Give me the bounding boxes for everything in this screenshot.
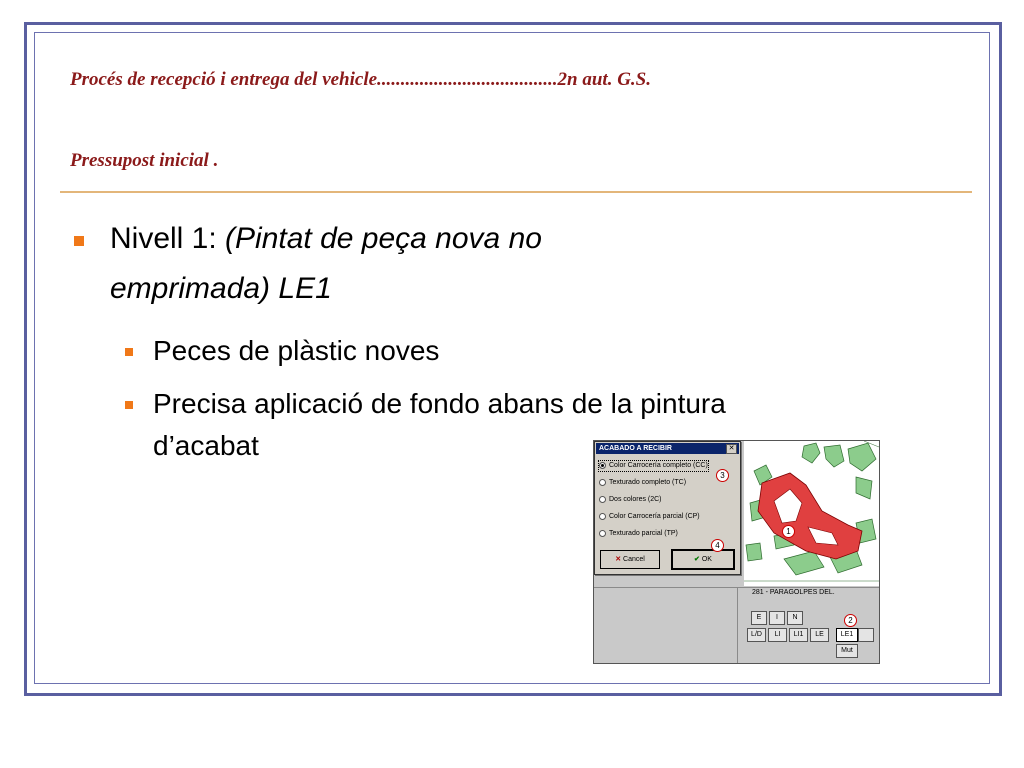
option-label: Color Carrocería completo (CC)	[609, 462, 708, 469]
option-label: Color Carrocería parcial (CP)	[609, 513, 700, 520]
part-button-e[interactable]: E	[751, 611, 767, 625]
option-color-carroceria-completo[interactable]	[599, 461, 708, 471]
slide-header-title: Procés de recepció i entrega del vehicle......................................2n aut. G.S.	[70, 69, 652, 90]
dialog-title: ACABADO A RECIBIR	[599, 445, 672, 452]
cancel-label: Cancel	[623, 556, 645, 563]
part-name-label: 281 - PARAGOLPES DEL.	[752, 589, 835, 596]
level1-prefix: Nivell 1:	[110, 222, 226, 255]
part-button-ld[interactable]: L/D	[747, 628, 766, 642]
application-screenshot	[593, 440, 880, 664]
close-icon[interactable]: ✕	[726, 444, 737, 454]
bullet-square-icon	[125, 348, 133, 356]
radio-icon	[599, 513, 606, 520]
option-texturado-parcial[interactable]	[599, 529, 678, 539]
radio-selected-icon	[599, 462, 606, 469]
bullet-level1-line2: emprimada) LE1	[110, 272, 332, 305]
radio-icon	[599, 479, 606, 486]
bullet-square-icon	[125, 401, 133, 409]
part-button-mut[interactable]: Mut	[836, 644, 858, 658]
ok-button[interactable]	[672, 550, 734, 569]
part-button-i[interactable]: I	[769, 611, 785, 625]
cancel-button[interactable]	[600, 550, 660, 569]
callout-marker: 2	[844, 614, 857, 627]
vehicle-parts-drawing	[744, 441, 879, 586]
part-button-n[interactable]: N	[787, 611, 803, 625]
bumper-diagram	[744, 441, 879, 586]
panel-divider	[737, 588, 738, 664]
callout-marker: 1	[782, 525, 795, 538]
option-texturado-completo[interactable]	[599, 478, 686, 488]
level1-italic: (Pintat de peça nova no	[225, 222, 542, 255]
option-dos-colores[interactable]	[599, 495, 662, 505]
sub-bullet-2-line2: d’acabat	[153, 430, 259, 461]
dialog-titlebar	[596, 443, 739, 454]
option-color-carroceria-parcial[interactable]	[599, 512, 700, 522]
sub-bullet-1: Peces de plàstic noves	[153, 335, 440, 366]
callout-marker: 3	[716, 469, 729, 482]
bullet-level1-line1	[110, 219, 542, 259]
part-button-blank[interactable]	[858, 628, 874, 642]
callout-marker: 4	[711, 539, 724, 552]
finish-dialog	[594, 441, 741, 575]
header-divider	[60, 191, 972, 193]
part-button-li[interactable]: LI	[768, 628, 787, 642]
ok-label: OK	[701, 556, 712, 563]
sub-bullet-2-line1: Precisa aplicació de fondo abans de la pintura	[153, 388, 726, 419]
part-button-li1[interactable]: LI1	[789, 628, 808, 642]
radio-icon	[599, 496, 606, 503]
bullet-square-icon	[74, 236, 84, 246]
slide-subtitle: Pressupost inicial .	[70, 150, 219, 171]
option-label: Texturado parcial (TP)	[609, 530, 678, 537]
option-label: Dos colores (2C)	[609, 496, 662, 503]
radio-icon	[599, 530, 606, 537]
part-button-le[interactable]: LE	[810, 628, 829, 642]
x-icon: ✕	[615, 556, 622, 563]
option-label: Texturado completo (TC)	[609, 479, 687, 486]
part-button-le1[interactable]: LE1	[836, 628, 858, 642]
check-icon: ✔	[694, 556, 700, 563]
